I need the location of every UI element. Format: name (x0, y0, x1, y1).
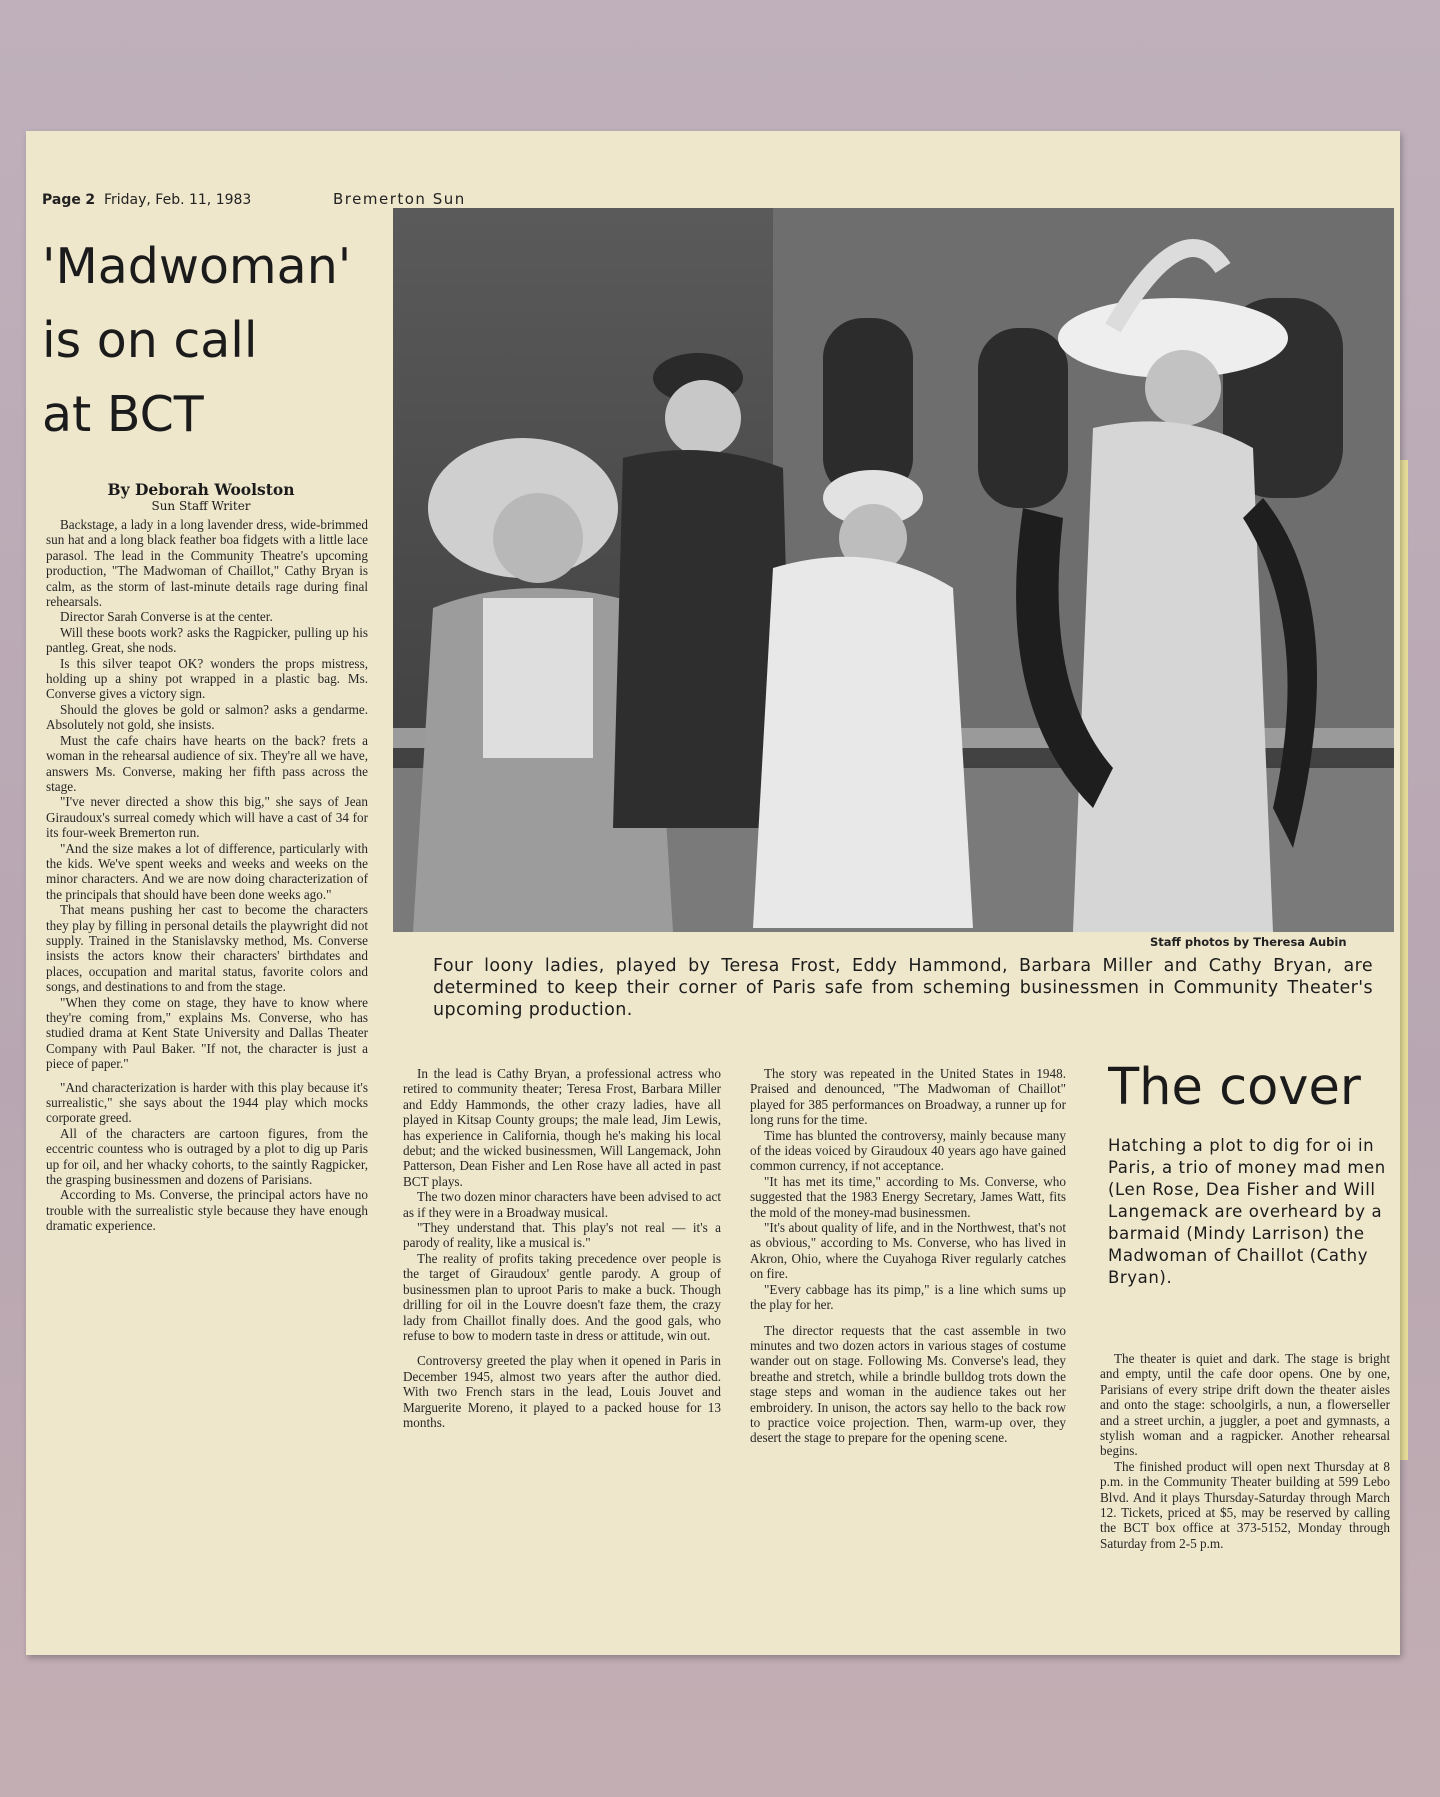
byline-role: Sun Staff Writer (151, 499, 251, 513)
paragraph: According to Ms. Converse, the principal actors have no trouble with the surrealistic style because they have enough dramatic experience. (46, 1187, 368, 1234)
paragraph: The reality of profits taking precedence over people is the target of Giraudoux' gentle parody. A group of businessmen plan to uproot Paris to make a buck. Though drilling for oil in the Louvre doesn't faze them, the crazy lady from Chaillot finally does. And the good gals, who refuse to bow to modern taste in dress or attitude, win out. (403, 1250, 721, 1343)
paragraph: Time has blunted the controversy, mainly because many of the ideas voiced by Giraudoux 40 years ago have gained common currency, if not acceptance. (750, 1127, 1066, 1174)
paragraph: The story was repeated in the United States in 1948. Praised and denounced, "The Madwoman of Chaillot" played for 385 performances on Broadway, a runner up for long runs for the time. (750, 1066, 1066, 1128)
paragraph: Is this silver teapot OK? wonders the props mistress, holding up a shiny pot wrapped in a plastic bag. Ms. Converse gives a victory sign. (46, 655, 368, 702)
headline-line-2: is on call (42, 312, 258, 369)
byline: By Deborah Woolston (107, 480, 295, 499)
photo-credit: Staff photos by Theresa Aubin (1150, 935, 1347, 949)
paragraph: Backstage, a lady in a long lavender dress, wide-brimmed sun hat and a long black feather boa fidgets with a little lace parasol. The lead in the Community Theatre's upcoming production, "The Madwoman of Chaillot," Cathy Bryan is calm, as the storm of last-minute details rage during final rehearsals. (46, 517, 368, 610)
paragraph: The director requests that the cast assemble in two minutes and two dozen actors in various stages of costume wander out on stage. Following Ms. Converse's lead, they breathe and stretch, while a brindle bulldog trots down the stage steps and woman in the audience takes out her embroidery. In unison, the actors say hello to the back row to practice voice projection. Then, warm-up over, they desert the stage to prepare for the opening scene. (750, 1322, 1066, 1446)
paragraph: "When they come on stage, they have to know where they're coming from," explains Ms. Converse, who has studied drama at Kent State University and Dallas Theater Company with Paul Baker. "If not, the character is just a piece of paper." (46, 994, 368, 1072)
paragraph: In the lead is Cathy Bryan, a professional actress who retired to community theater; Teresa Frost, Barbara Miller and Eddy Hammonds, the other crazy ladies, have all played in Kitsap County groups; the male lead, Jim Lewis, has experience in California, though he's making his local debut; and the wicked businessmen, Will Langemack, John Patterson, Dean Fisher and Len Rose have all acted in past BCT plays. (403, 1066, 721, 1189)
paragraph: "Every cabbage has its pimp," is a line which sums up the play for her. (750, 1281, 1066, 1313)
sidebar-headline: The cover (1108, 1058, 1361, 1117)
masthead: Bremerton Sun (333, 190, 466, 208)
article-column-3 (750, 1066, 1066, 1646)
article-column-1 (46, 517, 368, 1645)
staged-photo (393, 208, 1394, 932)
sidebar-body (1100, 1351, 1390, 1631)
paragraph: "It has met its time," according to Ms. Converse, who suggested that the 1983 Energy Secretary, James Watt, fits the mold of the money-mad businessmen. (750, 1173, 1066, 1220)
page-label: Page (42, 192, 81, 208)
paragraph: "It's about quality of life, and in the Northwest, that's not as obvious," according to Ms. Converse, who has lived in Akron, Ohio, where the Cuyahoga River regularly catches on fire. (750, 1220, 1066, 1282)
paragraph: That means pushing her cast to become the characters they play by filling in personal details the playwright did not supply. Trained in the Stanislavsky method, Ms. Converse insists the actors know their characters' birthdates and places, occupation and marital status, favorite colors and songs, and destinations to and from the stage. (46, 902, 368, 995)
paragraph: "And the size makes a lot of difference, particularly with the kids. We've spent weeks and weeks and weeks on the minor characters. And we are now doing characterization of the principals that should have been done weeks ago." (46, 840, 368, 902)
sidebar-deck: Hatching a plot to dig for oi in Paris, a trio of money mad men (Len Rose, Dea Fisher and Will Langemack are overheard by a barmaid (Mindy Larrison) the Madwoman of Chaillot (Cathy Bryan). (1108, 1136, 1386, 1287)
photo-illustration (393, 208, 1394, 932)
paragraph: Controversy greeted the play when it opened in Paris in December 1945, almost two years after the author died. With two French stars in the lead, Louis Jouvet and Marguerite Moreno, it played to a packed house for 13 months. (403, 1353, 721, 1430)
paragraph: The theater is quiet and dark. The stage is bright and empty, until the cafe door opens. One by one, Parisians of every stripe drift down the theater aisles and onto the stage: schoolgirls, a nun, a flowerseller and a street urchin, a juggler, a poet and gymnasts, a stylish woman and a ragpicker. Another rehearsal begins. (1100, 1351, 1390, 1459)
paragraph: The two dozen minor characters have been advised to act as if they were in a Broadway musical. (403, 1189, 721, 1220)
page-number: 2 (85, 192, 96, 208)
paragraph: "And characterization is harder with this play because it's surrealistic," she says about the 1944 play which mocks corporate greed. (46, 1079, 368, 1126)
headline (42, 230, 352, 452)
issue-date: Friday, Feb. 11, 1983 (103, 192, 252, 208)
headline-line-1: 'Madwoman' (42, 238, 352, 295)
paragraph: All of the characters are cartoon figures, from the eccentric countess who is outraged by a plot to dig up Paris up for oil, and her whacky cohorts, to the saintly Ragpicker, the grasping businessmen and dozens of Parisians. (46, 1125, 368, 1188)
paragraph: "They understand that. This play's not real — it's a parody of reality, like a musical is." (403, 1220, 721, 1251)
photo-caption: Four loony ladies, played by Teresa Frost, Eddy Hammond, Barbara Miller and Cathy Bryan, are determined to keep their corner of Paris safe from scheming businessmen in Community Theater's upcoming production. (433, 956, 1373, 1020)
paragraph: The finished product will open next Thursday at 8 p.m. in the Community Theater building at 599 Lebo Blvd. And it plays Thursday-Saturday through March 12. Tickets, priced at $5, may be reserved by calling the BCT box office at 373-5152, Monday through Saturday from 2-5 p.m. (1100, 1458, 1390, 1551)
article-column-2 (403, 1066, 721, 1646)
headline-line-3: at BCT (42, 386, 204, 443)
paragraph: Will these boots work? asks the Ragpicker, pulling up his pantleg. Great, she nods. (46, 624, 368, 656)
paragraph: Director Sarah Converse is at the center. (60, 609, 273, 625)
paragraph: Must the cafe chairs have hearts on the back? frets a woman in the rehearsal audience of six. They're all we have, answers Ms. Converse, making her fifth pass across the stage. (46, 732, 368, 794)
paragraph: "I've never directed a show this big," she says of Jean Giraudoux's surreal comedy which will have a cast of 34 for its four-week Bremerton run. (46, 794, 368, 841)
page-header (42, 192, 251, 208)
paragraph: Should the gloves be gold or salmon? asks a gendarme. Absolutely not gold, she insists. (46, 701, 368, 733)
